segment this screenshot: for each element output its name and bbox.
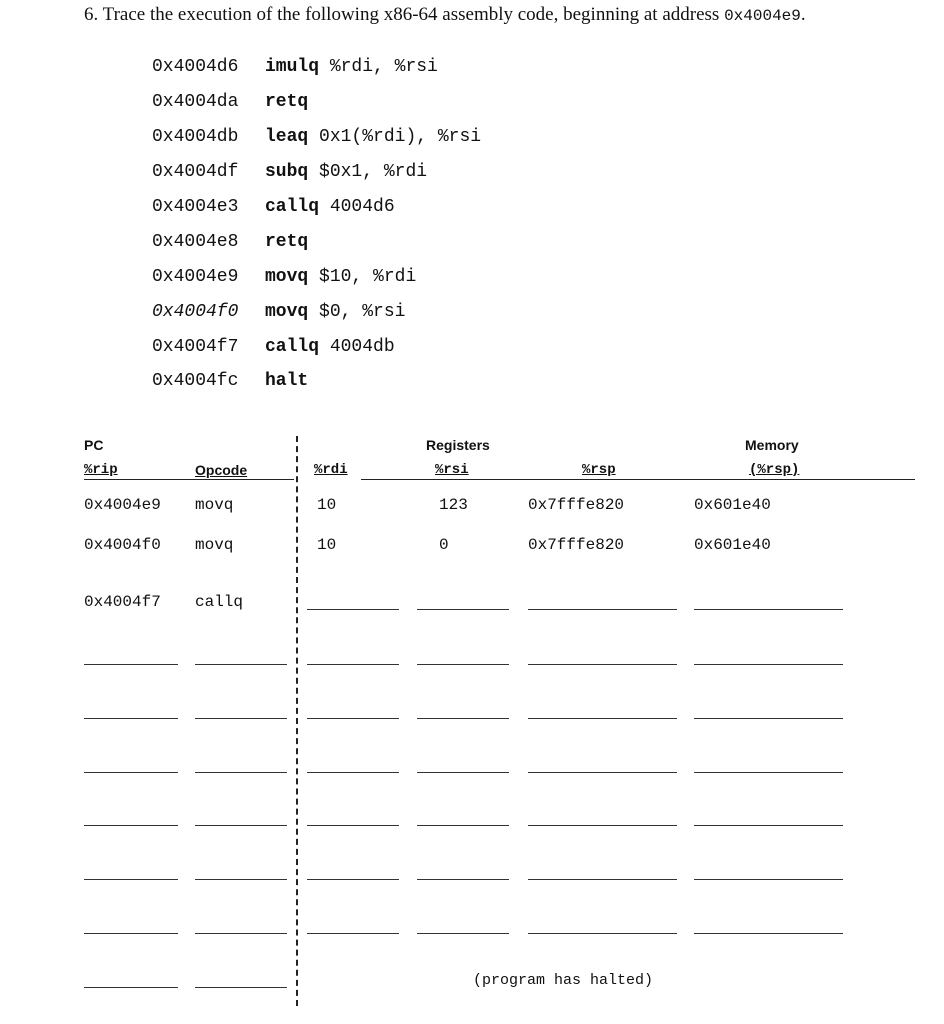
blank-rsi[interactable] bbox=[417, 879, 509, 880]
blank-mem[interactable] bbox=[694, 772, 843, 773]
blank-rip[interactable] bbox=[84, 664, 178, 665]
cell-mem: 0x601e40 bbox=[694, 536, 771, 554]
header-underline-left bbox=[84, 479, 294, 480]
blank-rsi[interactable] bbox=[417, 772, 509, 773]
code-instruction bbox=[265, 162, 427, 182]
code-instruction bbox=[265, 337, 395, 357]
cell-rsp: 0x7fffe820 bbox=[528, 496, 625, 514]
blank-rsi[interactable] bbox=[417, 825, 509, 826]
code-address: 0x4004e3 bbox=[152, 197, 239, 217]
question-start-address: 0x4004e9 bbox=[724, 7, 801, 25]
blank-rip[interactable] bbox=[84, 772, 178, 773]
blank-rsp[interactable] bbox=[528, 879, 677, 880]
blank-rip[interactable] bbox=[84, 933, 178, 934]
blank-rsi[interactable] bbox=[417, 609, 509, 610]
blank-rdi[interactable] bbox=[307, 879, 399, 880]
code-address: 0x4004fc bbox=[152, 371, 239, 391]
blank-rdi[interactable] bbox=[307, 609, 399, 610]
code-address: 0x4004d6 bbox=[152, 57, 239, 77]
cell-rsi: 123 bbox=[439, 496, 468, 514]
code-opcode: retq bbox=[265, 232, 309, 252]
blank-rsp[interactable] bbox=[528, 772, 677, 773]
blank-rip[interactable] bbox=[84, 879, 178, 880]
cell-rip: 0x4004e9 bbox=[84, 496, 161, 514]
code-instruction bbox=[265, 267, 416, 287]
cell-rip: 0x4004f0 bbox=[84, 536, 161, 554]
blank-mem[interactable] bbox=[694, 664, 843, 665]
cell-rip: 0x4004f7 bbox=[84, 593, 161, 611]
code-address: 0x4004da bbox=[152, 92, 239, 112]
blank-rdi[interactable] bbox=[307, 718, 399, 719]
blank-rsi[interactable] bbox=[417, 718, 509, 719]
code-args: 0x1(%rdi), %rsi bbox=[319, 127, 482, 147]
code-args: 4004d6 bbox=[329, 197, 395, 217]
code-args: $0, %rsi bbox=[319, 302, 406, 322]
blank-rsp[interactable] bbox=[528, 664, 677, 665]
code-args: %rdi, %rsi bbox=[329, 57, 438, 77]
code-instruction bbox=[265, 92, 308, 112]
header-rsi: %rsi bbox=[435, 462, 469, 478]
code-opcode: halt bbox=[265, 371, 309, 391]
code-instruction bbox=[265, 232, 308, 252]
blank-opcode[interactable] bbox=[195, 772, 287, 773]
blank-opcode[interactable] bbox=[195, 718, 287, 719]
code-opcode: movq bbox=[265, 302, 309, 322]
code-opcode: movq bbox=[265, 267, 309, 287]
blank-opcode[interactable] bbox=[195, 987, 287, 988]
cell-mem: 0x601e40 bbox=[694, 496, 771, 514]
blank-opcode[interactable] bbox=[195, 825, 287, 826]
code-address: 0x4004f7 bbox=[152, 337, 239, 357]
blank-opcode[interactable] bbox=[195, 933, 287, 934]
cell-opcode: movq bbox=[195, 536, 234, 554]
cell-rdi: 10 bbox=[317, 496, 337, 514]
code-opcode: callq bbox=[265, 337, 320, 357]
blank-rdi[interactable] bbox=[307, 664, 399, 665]
code-instruction bbox=[265, 302, 405, 322]
code-opcode: subq bbox=[265, 162, 309, 182]
code-args: $10, %rdi bbox=[319, 267, 417, 287]
cell-rsi: 0 bbox=[439, 536, 449, 554]
code-instruction bbox=[265, 197, 395, 217]
cell-rsp: 0x7fffe820 bbox=[528, 536, 625, 554]
header-registers: Registers bbox=[426, 437, 490, 453]
question-suffix: . bbox=[800, 4, 806, 25]
header-mem-rsp: (%rsp) bbox=[749, 462, 800, 478]
code-address: 0x4004f0 bbox=[152, 302, 239, 322]
blank-mem[interactable] bbox=[694, 933, 843, 934]
blank-rsp[interactable] bbox=[528, 825, 677, 826]
code-address: 0x4004db bbox=[152, 127, 239, 147]
question-prefix: 6. Trace the execution of the following x86-64 assembly code, beginning at address bbox=[84, 4, 720, 25]
header-rdi: %rdi bbox=[314, 462, 348, 478]
cell-opcode: callq bbox=[195, 593, 244, 611]
blank-opcode[interactable] bbox=[195, 664, 287, 665]
blank-rip[interactable] bbox=[84, 718, 178, 719]
code-args: 4004db bbox=[329, 337, 395, 357]
blank-mem[interactable] bbox=[694, 879, 843, 880]
code-instruction bbox=[265, 127, 481, 147]
question-text bbox=[84, 4, 806, 26]
cell-rdi: 10 bbox=[317, 536, 337, 554]
blank-rdi[interactable] bbox=[307, 933, 399, 934]
header-underline-right bbox=[361, 479, 915, 480]
blank-rsp[interactable] bbox=[528, 718, 677, 719]
code-address: 0x4004e9 bbox=[152, 267, 239, 287]
blank-mem[interactable] bbox=[694, 718, 843, 719]
code-instruction bbox=[265, 371, 308, 391]
code-address: 0x4004df bbox=[152, 162, 239, 182]
column-divider bbox=[296, 436, 298, 1006]
blank-mem[interactable] bbox=[694, 609, 843, 610]
blank-mem[interactable] bbox=[694, 825, 843, 826]
header-pc: PC bbox=[84, 437, 104, 453]
header-rip: %rip bbox=[84, 462, 118, 478]
blank-rsp[interactable] bbox=[528, 933, 677, 934]
blank-rdi[interactable] bbox=[307, 825, 399, 826]
header-memory: Memory bbox=[745, 437, 799, 453]
code-args: $0x1, %rdi bbox=[319, 162, 428, 182]
blank-rsi[interactable] bbox=[417, 933, 509, 934]
code-instruction bbox=[265, 57, 438, 77]
halted-note: (program has halted) bbox=[473, 972, 654, 989]
blank-rsi[interactable] bbox=[417, 664, 509, 665]
cell-opcode: movq bbox=[195, 496, 234, 514]
blank-rsp[interactable] bbox=[528, 609, 677, 610]
code-opcode: leaq bbox=[265, 127, 309, 147]
header-rsp: %rsp bbox=[582, 462, 616, 478]
blank-opcode[interactable] bbox=[195, 879, 287, 880]
header-opcode: Opcode bbox=[195, 462, 248, 478]
code-opcode: callq bbox=[265, 197, 320, 217]
blank-rip[interactable] bbox=[84, 987, 178, 988]
code-address: 0x4004e8 bbox=[152, 232, 239, 252]
code-opcode: retq bbox=[265, 92, 309, 112]
blank-rdi[interactable] bbox=[307, 772, 399, 773]
code-opcode: imulq bbox=[265, 57, 320, 77]
blank-rip[interactable] bbox=[84, 825, 178, 826]
